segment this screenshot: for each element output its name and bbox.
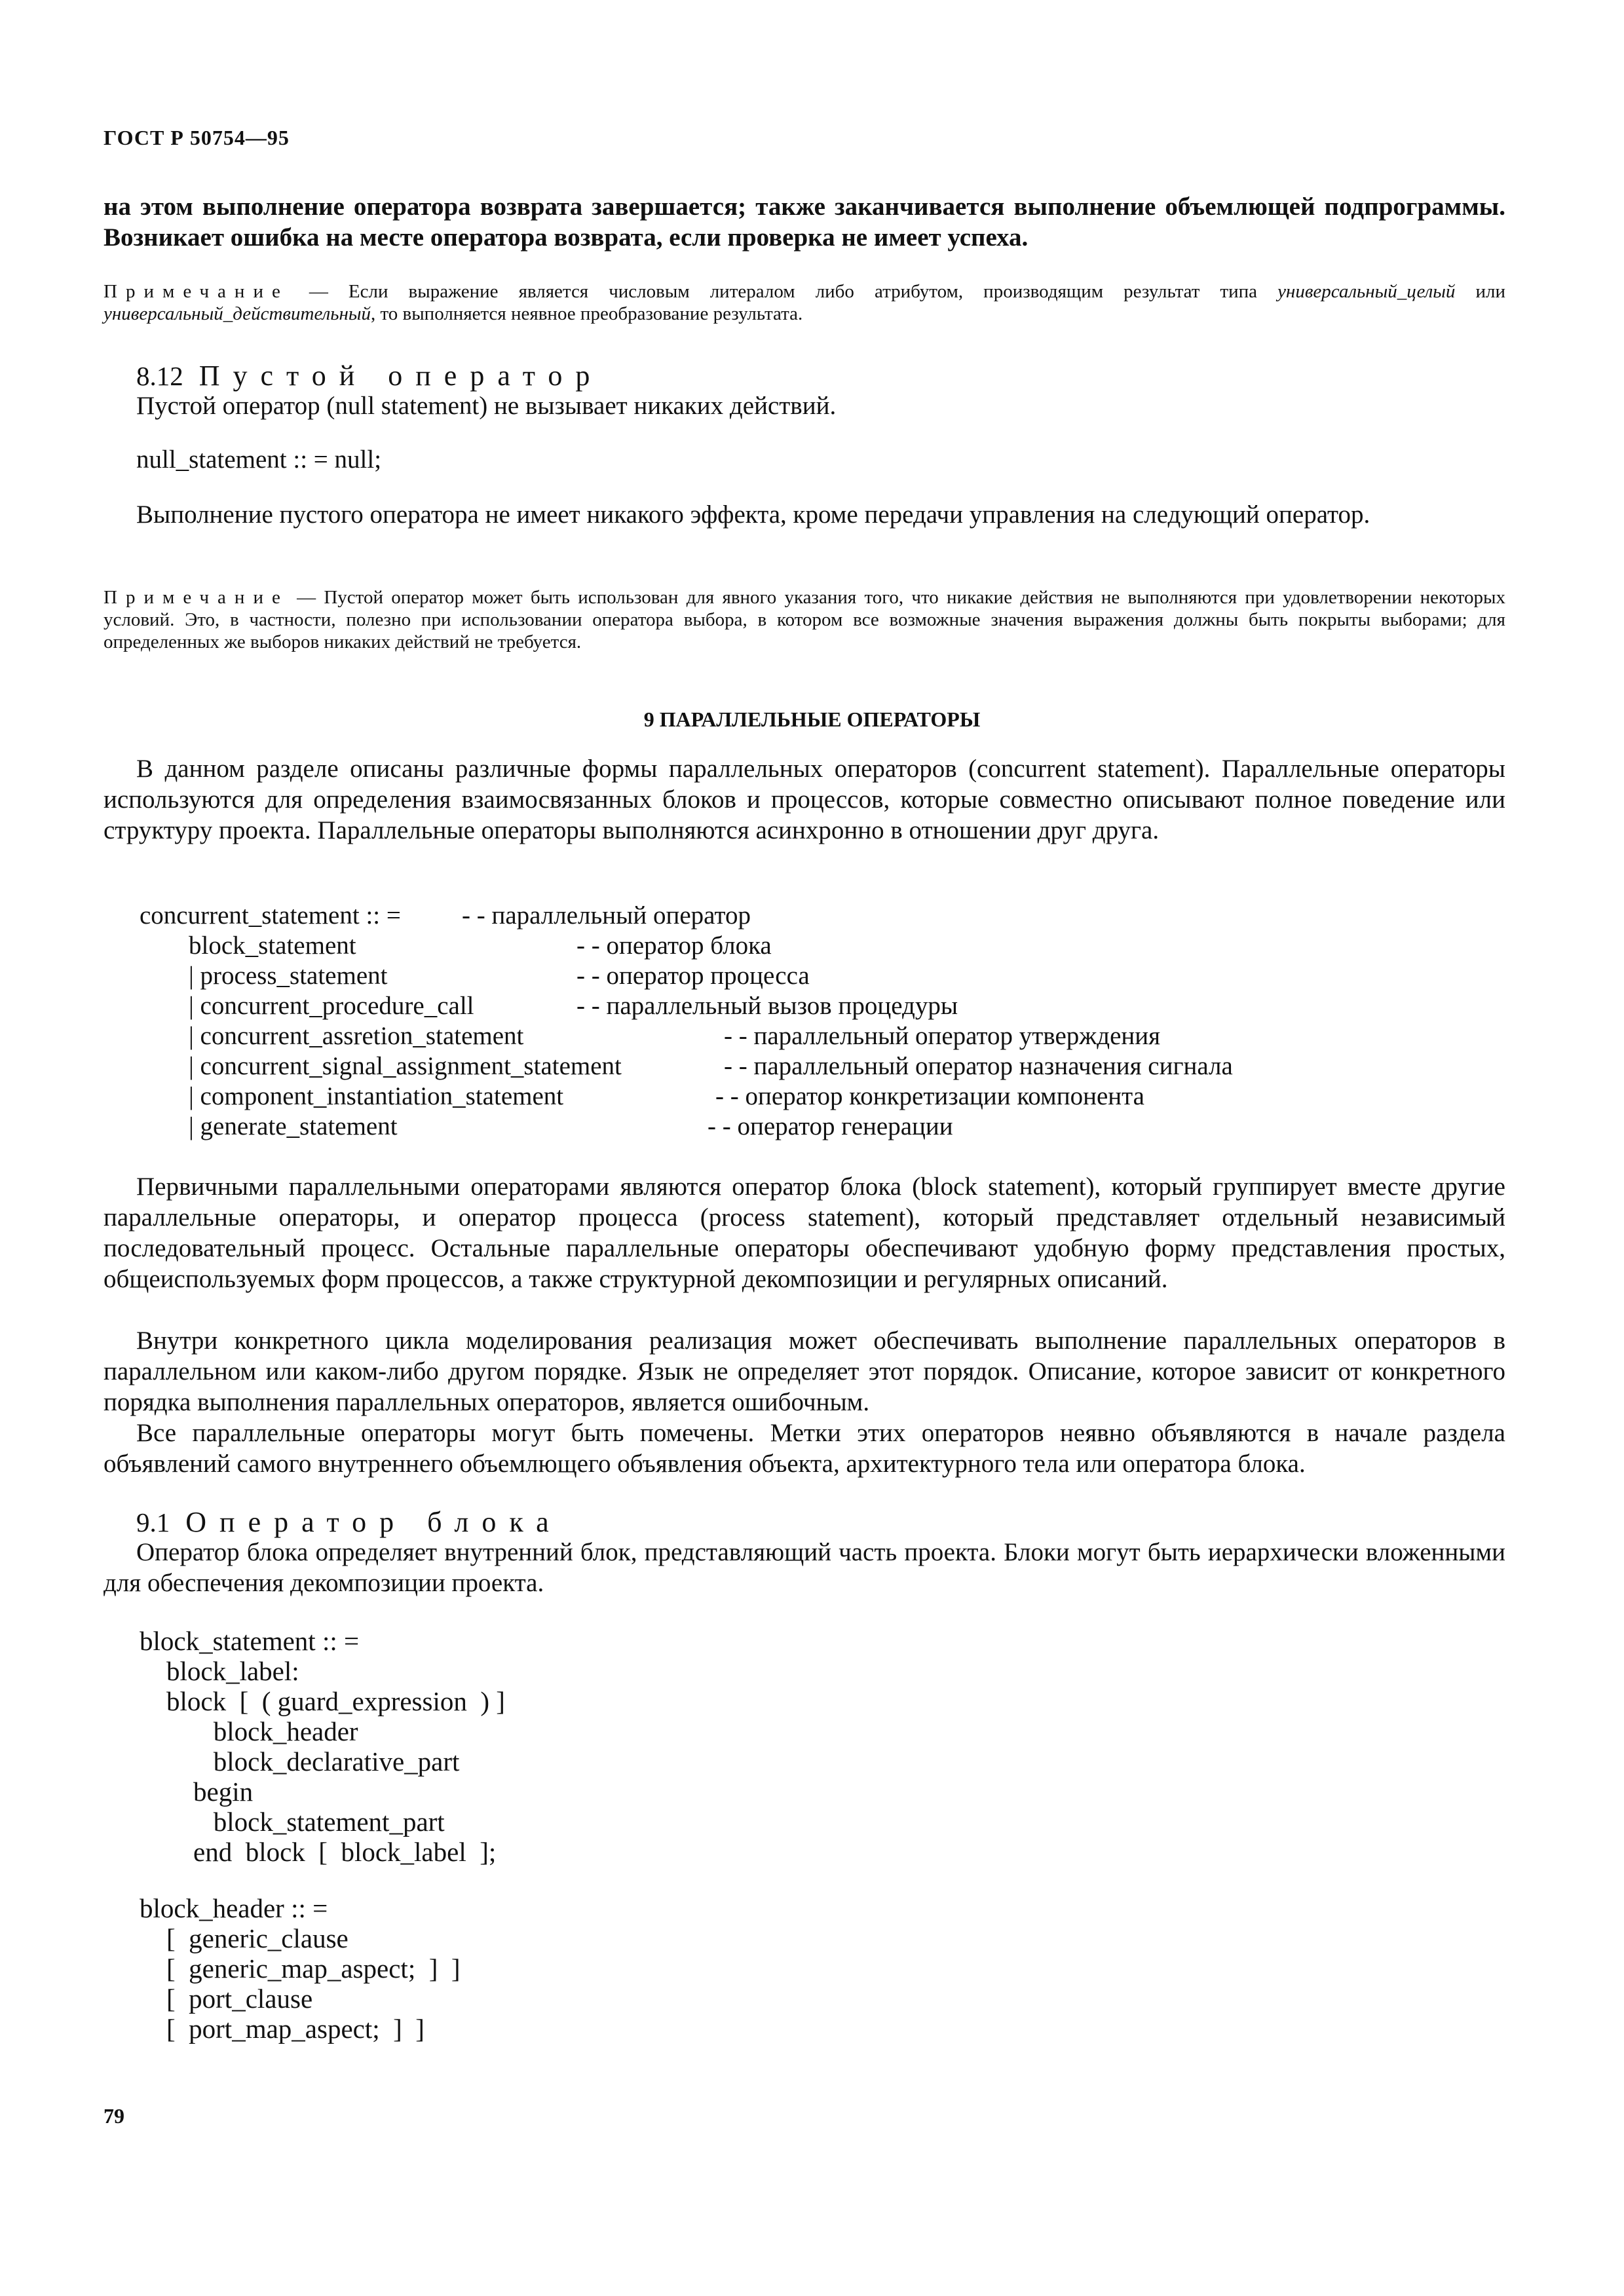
note-1 [104,280,1505,325]
section-9-paragraph-2: Внутри конкретного цикла моделирования реализация может обеспечивать выполнение параллельных операторов в параллельном или каком-либо другом порядке. Язык не определяет этот порядок. Описание, которое зависит от конкретного порядка выполнения параллельных операторов, является ошибочным. [104,1327,1505,1416]
grammar-production: | process_statement [189,962,388,990]
note-2-lead: Примечание [104,587,289,608]
page-number: 79 [104,2104,124,2128]
block-statement-syntax: block_statement :: = block_label: block [ ( guard_expression ) ] block_header block_declarative_part begin block_statement_part end block [ block_label ]; [140,1626,505,1867]
section-9-1-number: 9.1 [136,1507,170,1537]
grammar-comment: - - параллельный оператор назначения сигнала [724,1052,1233,1080]
section-8-12-heading [136,359,1538,392]
grammar-production: | concurrent_procedure_call [189,992,474,1020]
block-header-syntax: block_header :: = [ generic_clause [ generic_map_aspect; ] ] [ port_clause [ port_map_aspect; ] ] [140,1893,461,2044]
grammar-comment: - - оператор конкретизации компонента [715,1082,1144,1110]
section-9-1-heading [136,1505,1538,1539]
section-8-12-title: Пустой оператор [198,360,603,392]
null-statement-syntax: null_statement :: = null; [136,445,382,474]
section-9-paragraph-3: Все параллельные операторы могут быть помечены. Метки этих операторов неявно объявляются в начале раздела объявлений самого внутреннего объемлющего объявления объекта, архитектурного тела или оператора блока. [104,1419,1505,1478]
section-8-12-body: Выполнение пустого оператора не имеет никакого эффекта, кроме передачи управления на следующий оператор. [136,500,1370,529]
grammar-production: concurrent_statement :: = [140,901,401,930]
grammar-production: block_statement [189,932,356,960]
section-8-12-number: 8.12 [136,361,183,391]
note-1-em-2: универсальный_действительный [104,303,371,324]
section-8-12-intro: Пустой оператор (null statement) не вызывает никаких действий. [136,392,837,420]
note-2-text: — Пустой оператор может быть использован для явного указания того, что никакие действия не выполняются при удовлетворении некоторых условий. Это, в частности, полезно при использовании оператора выбора, в котором все возможные значения выражения должны быть покрыты выборами; для определенных же выборов никаких действий не требуется. [104,587,1505,652]
section-9-paragraph-1: Первичными параллельными операторами являются оператор блока (block statement), который группирует вместе другие параллельные операторы, и оператор процесса (process statement), который представляет отдельный независимый последовательный процесс. Остальные параллельные операторы обеспечивают удобную форму представления простых, общеиспользуемых форм процессов, а также структурной декомпозиции и регулярных описаний. [104,1173,1505,1293]
note-1-tail: , то выполняется неявное преобразование результата. [370,303,803,324]
section-9-heading: 9 ПАРАЛЛЕЛЬНЫЕ ОПЕРАТОРЫ [643,707,981,731]
top-paragraph: на этом выполнение оператора возврата завершается; также заканчивается выполнение объемлющей подпрограммы. Возникает ошибка на месте оператора возврата, если проверка не имеет успеха. [104,193,1505,252]
grammar-comment: - - параллельный оператор утверждения [724,1022,1161,1050]
grammar-production: | component_instantiation_statement [189,1082,564,1110]
grammar-comment: - - оператор процесса [576,962,810,990]
section-9-1-title: Оператор блока [185,1506,562,1538]
section-9-1-intro: Оператор блока определяет внутренний блок, представляющий часть проекта. Блоки могут быть иерархически вложенными для обеспечения декомпозиции проекта. [104,1538,1505,1597]
running-header: ГОСТ Р 50754—95 [104,126,290,149]
note-1-lead: Примечание [104,281,289,302]
grammar-comment: - - оператор генерации [708,1112,953,1140]
note-2 [104,586,1505,653]
note-1-em-1: универсальный_целый [1277,281,1456,302]
grammar-production: | generate_statement [189,1112,398,1140]
grammar-comment: - - параллельный вызов процедуры [576,992,958,1020]
grammar-comment: - - параллельный оператор [462,901,751,930]
note-1-text: — Если выражение является числовым литералом либо атрибутом, производящим результат типа [288,281,1278,302]
note-1-mid: или [1455,281,1505,302]
grammar-production: | concurrent_signal_assignment_statement [189,1052,622,1080]
grammar-production: | concurrent_assretion_statement [189,1022,524,1050]
section-9-intro: В данном разделе описаны различные формы параллельных операторов (concurrent statement). Параллельные операторы используются для определения взаимосвязанных блоков и процессов, которые совместно описывают полное поведение или структуру проекта. Параллельные операторы выполняются асинхронно в отношении друг друга. [104,755,1505,844]
grammar-comment: - - оператор блока [576,932,772,960]
